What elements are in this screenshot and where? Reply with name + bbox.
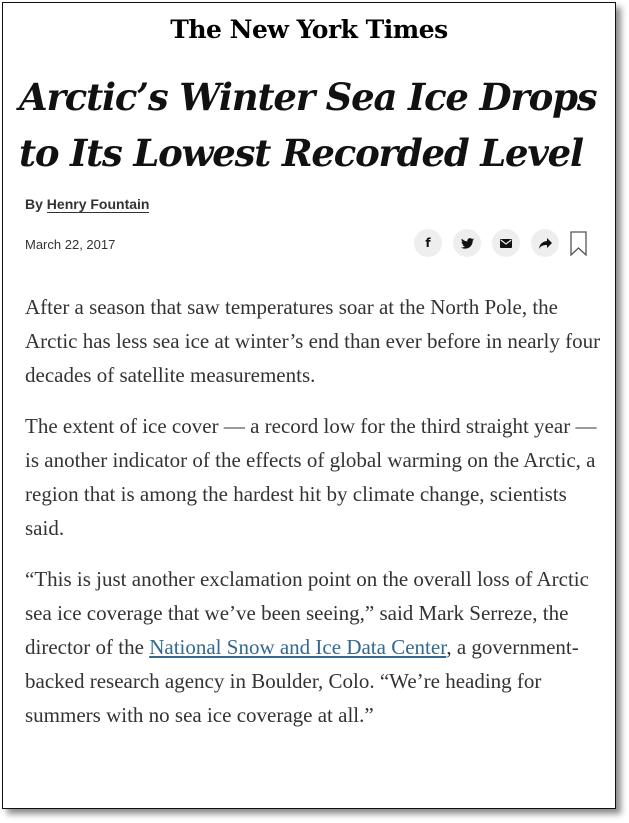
twitter-icon	[461, 238, 474, 249]
facebook-icon: f	[425, 236, 431, 250]
paragraph-3-text-b: , a government-backed research agency in Boulder, Colo. “We’re heading for summers with no sea ice coverage at all.”	[25, 635, 579, 727]
facebook-share-button[interactable]	[414, 229, 442, 257]
twitter-share-button[interactable]	[453, 229, 481, 257]
nyt-logo[interactable]: The New York Times	[170, 15, 448, 44]
byline	[25, 196, 149, 212]
paragraph-1: After a season that saw temperatures soar at the North Pole, the Arctic has less sea ice at winter’s end than ever before in nearly four decades of satellite measurements.	[25, 295, 601, 387]
share-icon	[539, 238, 552, 249]
bookmark-icon	[570, 231, 587, 256]
paragraph-2: The extent of ice cover — a record low for the third straight year — is another indicator of the effects of global warming on the Arctic, a region that is among the hardest hit by climate change, scientists said.	[25, 414, 597, 540]
more-share-button[interactable]	[531, 229, 559, 257]
article-frame	[2, 2, 616, 809]
paragraph-3	[25, 562, 605, 732]
headline-line-1: Arctic’s Winter Sea Ice Drops	[19, 75, 597, 119]
save-article-button[interactable]	[570, 231, 587, 256]
paragraph-3-text-a: “This is just another exclamation point on the overall loss of Arctic sea ice coverage that we’ve been seeing,” said Mark Serreze, the director of the	[25, 567, 589, 659]
share-tools	[414, 229, 587, 257]
headline	[19, 69, 609, 181]
author-link[interactable]: Henry Fountain	[46, 196, 150, 212]
email-icon	[500, 239, 512, 248]
headline-line-2: to Its Lowest Recorded Level	[19, 131, 583, 175]
email-share-button[interactable]	[492, 229, 520, 257]
nsidc-link[interactable]: National Snow and Ice Data Center	[149, 635, 447, 659]
article-body	[25, 290, 605, 749]
publish-date: March 22, 2017	[25, 237, 116, 252]
byline-prefix: By	[25, 196, 47, 212]
